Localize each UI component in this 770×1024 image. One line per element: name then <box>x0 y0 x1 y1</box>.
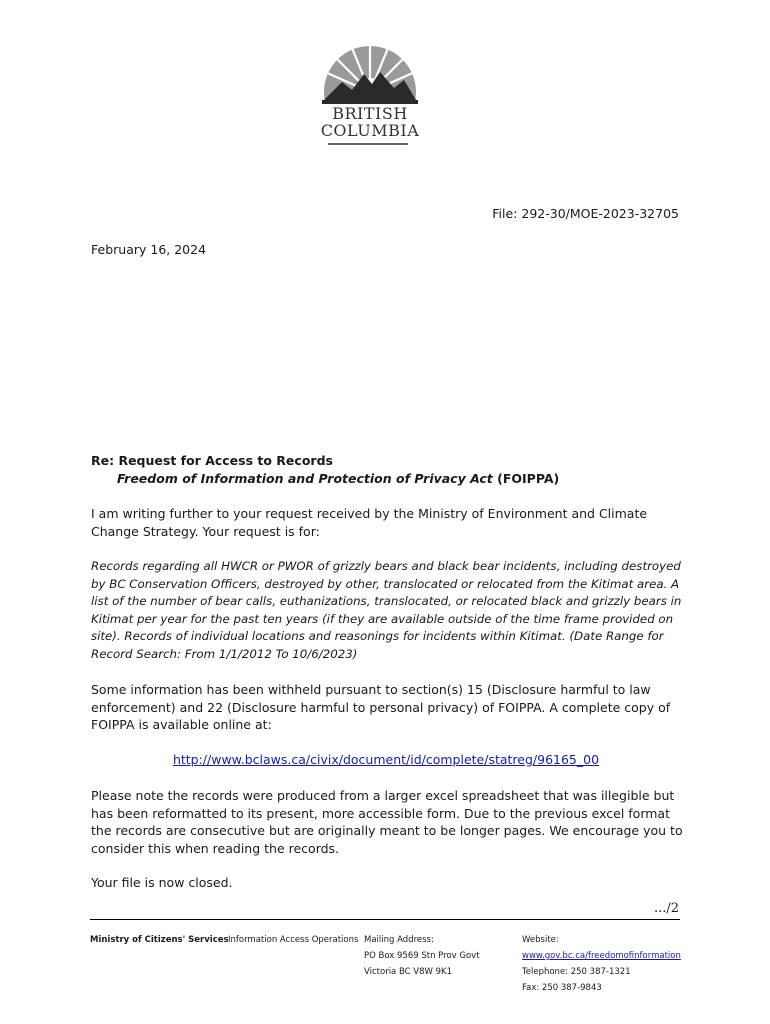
foippa-link[interactable]: http://www.bclaws.ca/civix/document/id/complete/statreg/96165_00 <box>172 752 600 767</box>
continued-marker: .../2 <box>653 901 679 916</box>
letter-date: February 16, 2024 <box>91 242 207 257</box>
closing-paragraph: Your file is now closed. <box>91 875 233 890</box>
footer-divider <box>90 919 680 920</box>
website-link[interactable]: www.gov.bc.ca/freedomofinformation <box>522 951 681 961</box>
fax: Fax: 250 387-9843 <box>522 983 602 993</box>
intro-paragraph: I am writing further to your request received by the Ministry of Environment and Climate Change Strategy. Your request is for: <box>91 506 648 539</box>
logo-wordmark-line1: BRITISH <box>332 104 408 123</box>
act-abbreviation: (FOIPPA) <box>492 471 560 486</box>
foippa-link-container <box>91 751 681 769</box>
act-name: Freedom of Information and Protection of Privacy Act <box>117 471 493 486</box>
website-label: Website: <box>522 935 559 945</box>
withheld-paragraph: Some information has been withheld pursuant to section(s) 15 (Disclosure harmful to law enforcement) and 22 (Disclosure harmful to personal privacy) of FOIPPA. A complete copy of FOIPPA is available online at: <box>91 682 671 732</box>
website-line <box>522 949 681 964</box>
file-reference: File: 292-30/MOE-2023-32705 <box>492 206 679 221</box>
logo-underline <box>328 143 408 145</box>
request-text: Records regarding all HWCR or PWOR of grizzly bears and black bear incidents, including destroyed by BC Conservation Officers, destroyed by other, translocated or relocated from the Kitimat area. A list of the number of bear calls, euthanizations, translocated, or relocated black and grizzly bears in Kitimat per year for the past ten years (if they are available outside of the time frame provided on site). Records of individual locations and reasonings for incidents within Kitimat. (Date Range for Record Search: From 1/1/2012 To 10/6/2023) <box>91 559 682 661</box>
mailing-label: Mailing Address: <box>364 935 434 945</box>
records-note-paragraph: Please note the records were produced from a larger excel spreadsheet that was illegible but has been reformatted to its present, more accessible form. Due to the previous excel format the records are consecutive but are originally meant to be longer pages. We encourage you to consider this when reading the records. <box>91 788 683 856</box>
footer-ministry: Ministry of Citizens' Services <box>90 935 229 945</box>
subject-line: Re: Request for Access to Records <box>91 453 333 468</box>
logo-wordmark-line2: COLUMBIA <box>320 121 420 140</box>
telephone: Telephone: 250 387-1321 <box>522 967 631 977</box>
act-title <box>117 470 559 488</box>
mailing-line1: PO Box 9569 Stn Prov Govt <box>364 951 480 961</box>
mailing-line2: Victoria BC V8W 9K1 <box>364 967 453 977</box>
footer-contact <box>522 933 681 997</box>
footer-mailing <box>364 933 480 981</box>
footer-office: Information Access Operations <box>228 935 359 945</box>
